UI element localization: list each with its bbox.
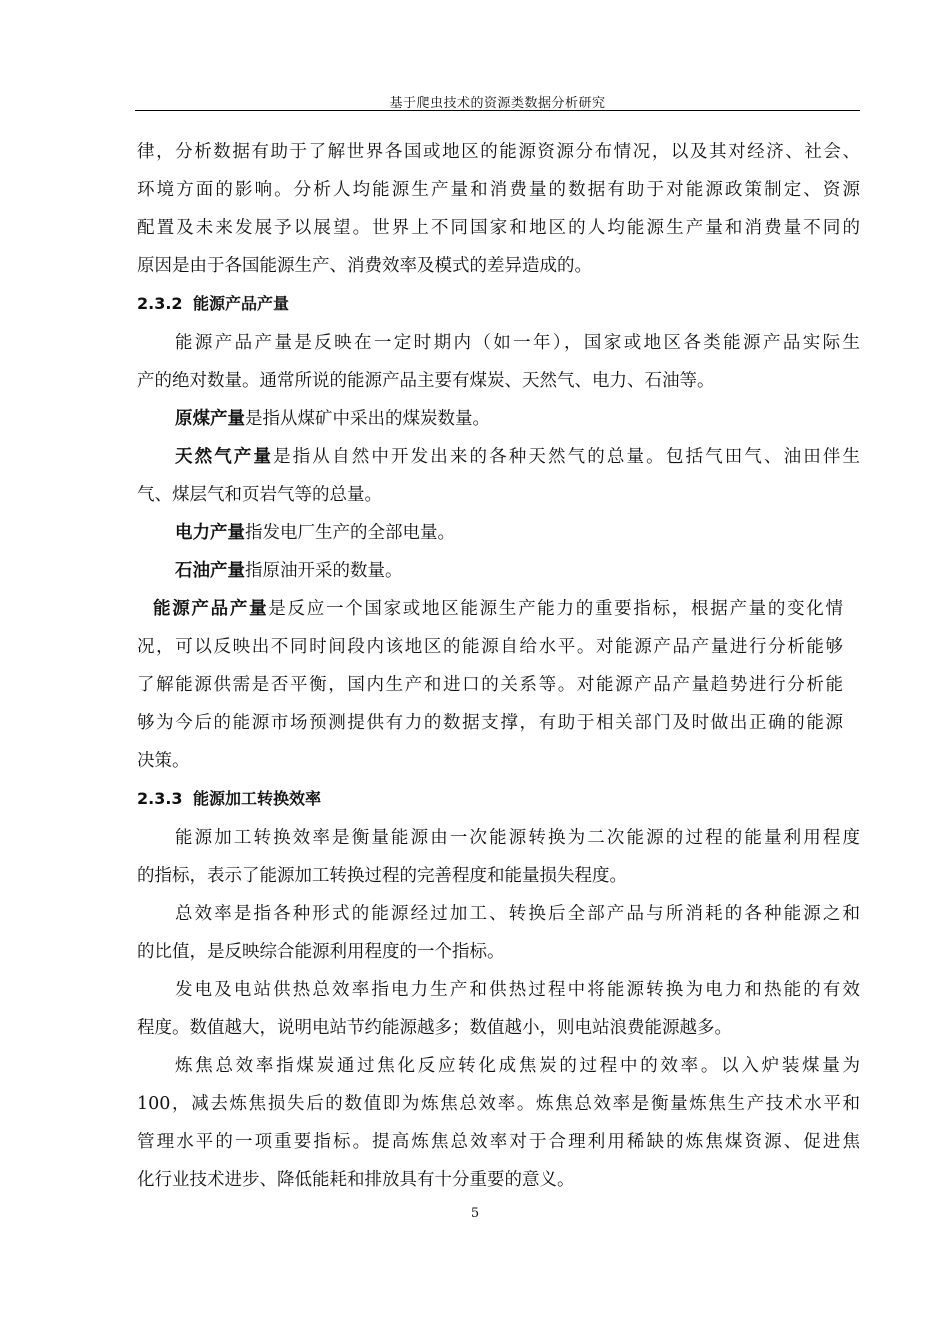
- text-line: 管理水平的一项重要指标。提高炼焦总效率对于合理利用稀缺的炼焦煤资源、促进焦: [137, 1132, 860, 1152]
- term-coal: 原煤产量: [175, 409, 245, 429]
- text-line: 发电及电站供热总效率指电力生产和供热过程中将能源转换为电力和热能的有效: [175, 980, 860, 1000]
- text-line: 环境方面的影响。分析人均能源生产量和消费量的数据有助于对能源政策制定、资源: [137, 180, 860, 200]
- text-line: 够为今后的能源市场预测提供有力的数据支撑，有助于相关部门及时做出正确的能源: [137, 713, 843, 733]
- text-line: 配置及未来发展予以展望。世界上不同国家和地区的人均能源生产量和消费量不同的: [137, 218, 860, 238]
- term-power: 电力产量: [175, 523, 245, 543]
- text-line: 炼焦总效率指煤炭通过焦化反应转化成焦炭的过程中的效率。以入炉装煤量为: [175, 1056, 860, 1076]
- oil-output-paragraph: 石油产量指原油开采的数量。: [175, 561, 403, 581]
- section-title: 能源加工转换效率: [193, 789, 322, 808]
- coal-output-paragraph: [175, 407, 860, 431]
- text-line: 气、煤层气和页岩气等的总量。: [137, 485, 382, 505]
- text-line: 的比值，是反映综合能源利用程度的一个指标。: [137, 942, 505, 962]
- section-number: 2.3.3: [137, 789, 183, 808]
- text-line: 100，减去炼焦损失后的数值即为炼焦总效率。炼焦总效率是衡量炼焦生产技术水平和: [137, 1094, 860, 1114]
- text-line: 原因是由于各国能源生产、消费效率及模式的差异造成的。: [137, 256, 592, 276]
- section-number: 2.3.2: [137, 294, 183, 313]
- text-line: 天然气产量是指从自然中开发出来的各种天然气的总量。包括气田气、油田伴生: [175, 447, 861, 467]
- text-line: 总效率是指各种形式的能源经过加工、转换后全部产品与所消耗的各种能源之和: [175, 904, 860, 924]
- section-title: 能源产品产量: [193, 294, 290, 313]
- text-line: 了解能源供需是否平衡，国内生产和进口的关系等。对能源产品产量趋势进行分析能: [137, 675, 843, 695]
- page-number: 5: [470, 1206, 480, 1221]
- term-energy-output: 能源产品产量: [153, 599, 269, 619]
- text-line: 律，分析数据有助于了解世界各国或地区的能源资源分布情况，以及其对经济、社会、: [137, 142, 860, 162]
- text-line: 产的绝对数量。通常所说的能源产品主要有煤炭、天然气、电力、石油等。: [137, 371, 715, 391]
- term-oil: 石油产量: [175, 561, 245, 581]
- header-divider: [135, 110, 860, 111]
- text-line: 程度。数值越大，说明电站节约能源越多；数值越小，则电站浪费能源越多。: [137, 1018, 732, 1038]
- text-line: 况，可以反映出不同时间段内该地区的能源自给水平。对能源产品产量进行分析能够: [137, 637, 843, 657]
- text-line: 能源产品产量是反映在一定时期内（如一年），国家或地区各类能源产品实际生: [175, 333, 860, 353]
- term-gas: 天然气产量: [175, 447, 274, 467]
- coal-text: 是指从煤矿中采出的煤炭数量。: [245, 409, 490, 429]
- text-line: 能源产品产量是反应一个国家或地区能源生产能力的重要指标，根据产量的变化情: [153, 599, 844, 619]
- text-line: 化行业技术进步、降低能耗和排放具有十分重要的意义。: [137, 1170, 575, 1190]
- power-output-paragraph: 电力产量指发电厂生产的全部电量。: [175, 523, 455, 543]
- text-line: 的指标，表示了能源加工转换过程的完善程度和能量损失程度。: [137, 866, 627, 886]
- text-line: 决策。: [137, 751, 190, 771]
- text-line: 能源加工转换效率是衡量能源由一次能源转换为二次能源的过程的能量利用程度: [175, 828, 860, 848]
- running-header: 基于爬虫技术的资源类数据分析研究: [389, 96, 606, 111]
- section-heading-2-3-2: [137, 292, 860, 316]
- section-heading-2-3-3: [137, 787, 860, 811]
